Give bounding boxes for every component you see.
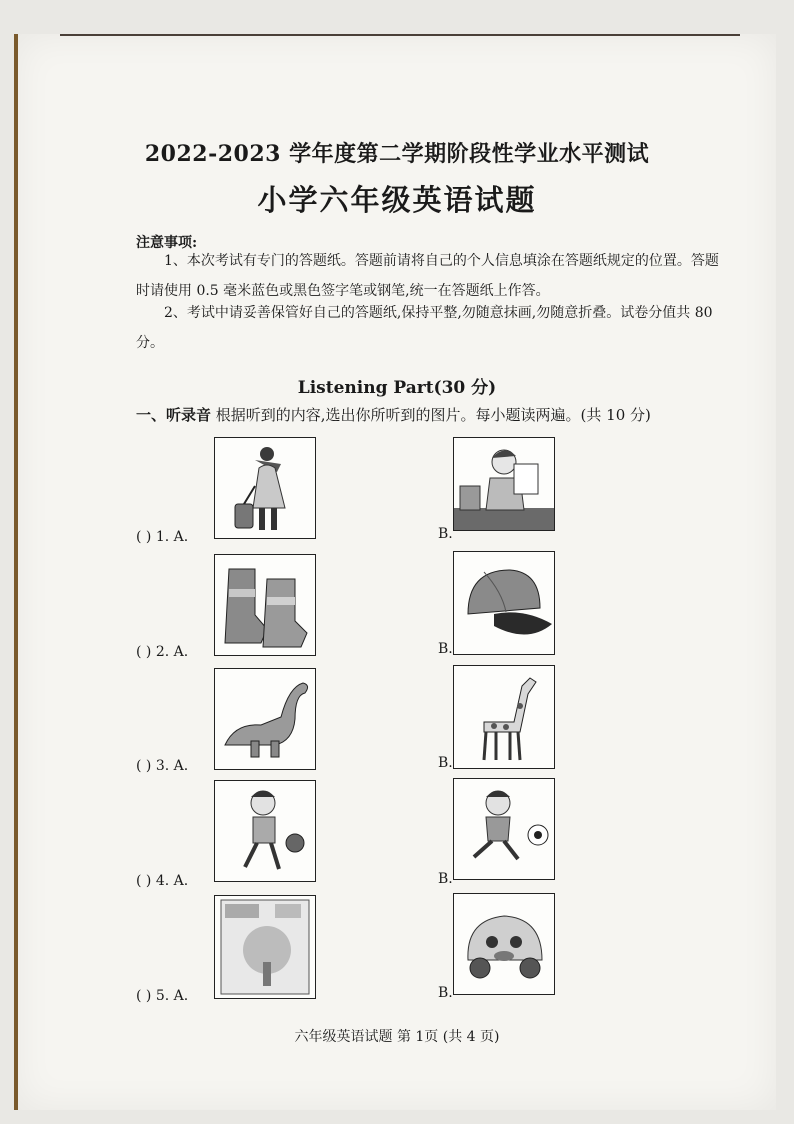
page-footer: 六年级英语试题 第 1页 (共 4 页) (294, 1029, 500, 1045)
question-2-label: ( ) 2. A. (136, 644, 189, 660)
q1-option-b-image (453, 437, 555, 531)
q5-option-b-label: B. (438, 985, 453, 1001)
q2-option-b-label: B. (438, 641, 453, 657)
exam-subtitle: 小学六年级英语试题 (257, 183, 537, 217)
q5-option-a-image (214, 895, 316, 999)
boy-football-icon (454, 779, 554, 879)
notice-item-2: 2、考试中请妥善保管好自己的答题纸,保持平整,勿随意抹画,勿随意折叠。试卷分值共 80 分。 (136, 305, 713, 351)
q3-option-a-image (214, 668, 316, 770)
notice-heading: 注意事项: (136, 235, 198, 251)
q3-option-b-label: B. (438, 755, 453, 771)
q2-option-b-image (453, 551, 555, 655)
q2-option-a-image (214, 554, 316, 656)
q5-option-b-image (453, 893, 555, 995)
traveler-with-suitcase-icon (215, 438, 315, 538)
cap-icon (454, 552, 554, 654)
boy-reading-book-icon (454, 438, 554, 530)
question-1-label: ( ) 1. A. (136, 529, 189, 545)
boots-icon (215, 555, 315, 655)
boy-basketball-icon (215, 781, 315, 881)
q3-option-b-image (453, 665, 555, 769)
picture-book-icon (215, 896, 315, 998)
toy-car-icon (454, 894, 554, 994)
section-title: Listening Part(30 分) (297, 378, 497, 398)
giraffe-icon (454, 666, 554, 768)
section-instruction (136, 404, 736, 425)
notice-item-1: 1、本次考试有专门的答题纸。答题前请将自己的个人信息填涂在答题纸规定的位置。答题时请使用 0.5 毫米蓝色或黑色签字笔或钢笔,统一在答题纸上作答。 (136, 253, 719, 299)
exam-title: 2022-2023 学年度第二学期阶段性学业水平测试 (144, 141, 650, 167)
question-4-label: ( ) 4. A. (136, 873, 189, 889)
q1-option-b-label: B. (438, 526, 453, 542)
instruction-label: 一、听录音 (136, 406, 212, 424)
dinosaur-icon (215, 669, 315, 769)
question-5-label: ( ) 5. A. (136, 988, 189, 1004)
question-3-label: ( ) 3. A. (136, 758, 189, 774)
q4-option-b-image (453, 778, 555, 880)
q4-option-b-label: B. (438, 871, 453, 887)
q1-option-a-image (214, 437, 316, 539)
instruction-text: 根据听到的内容,选出你所听到的图片。每小题读两遍。(共 10 分) (211, 406, 651, 424)
top-border-line (60, 34, 740, 36)
q4-option-a-image (214, 780, 316, 882)
